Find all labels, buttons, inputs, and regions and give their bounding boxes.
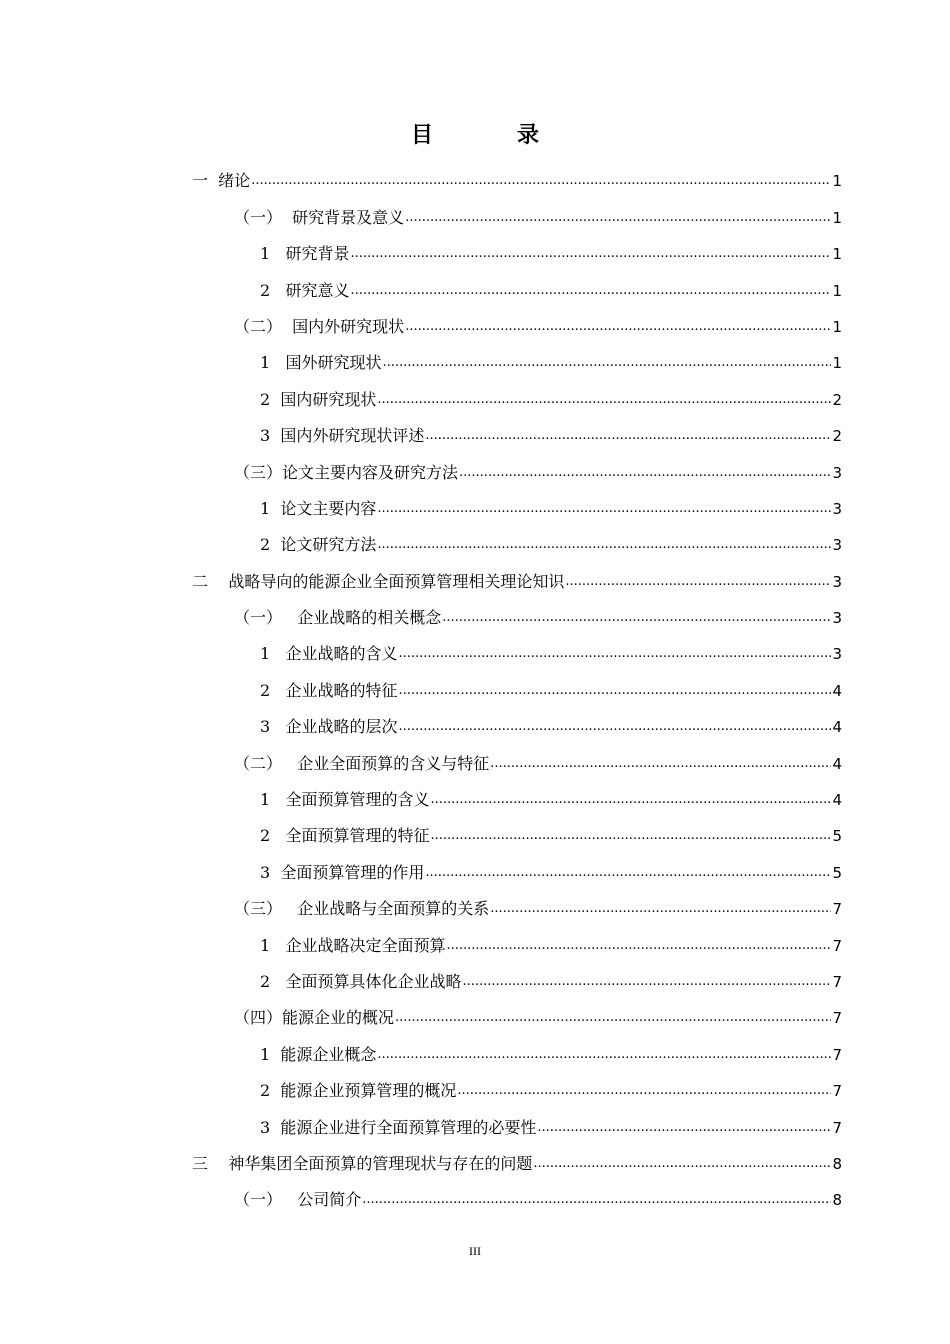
toc-entry-label: （一） 研究背景及意义 [234, 207, 405, 227]
toc-entry-label: 1 企业战略的含义 [260, 644, 398, 664]
dot-leader [350, 281, 831, 301]
toc-entry-page-number: 3 [832, 609, 842, 628]
dot-leader [398, 681, 831, 701]
toc-entry-label: 2 全面预算管理的特征 [260, 826, 430, 846]
toc-entry-page-number: 1 [832, 354, 842, 373]
toc-entry[interactable] [192, 810, 842, 846]
dot-leader [377, 390, 831, 410]
toc-entry-label: 3 全面预算管理的作用 [260, 862, 425, 882]
dot-leader [405, 208, 831, 228]
toc-entry-page-number: 2 [832, 390, 842, 409]
toc-entry-label: （三）论文主要内容及研究方法 [234, 462, 459, 482]
toc-entry[interactable] [192, 1138, 842, 1174]
dot-leader [462, 972, 831, 992]
dot-leader [395, 1008, 831, 1028]
toc-entry-label: （二） 国内外研究现状 [234, 316, 405, 336]
toc-entry-page-number: 4 [832, 754, 842, 773]
toc-entry[interactable] [192, 1174, 842, 1210]
toc-entry-page-number: 7 [832, 1082, 842, 1101]
toc-entry-page-number: 5 [832, 863, 842, 882]
dot-leader [446, 936, 831, 956]
toc-entry[interactable] [192, 956, 842, 992]
toc-entry[interactable] [192, 919, 842, 955]
dot-leader [490, 899, 831, 919]
toc-title-left: 目 [410, 122, 433, 148]
toc-entry-label: 2 全面预算具体化企业战略 [260, 971, 462, 991]
dot-leader [442, 608, 831, 628]
dot-leader [425, 426, 831, 446]
toc-entry-page-number: 3 [832, 645, 842, 664]
toc-entry-page-number: 3 [832, 572, 842, 591]
dot-leader [430, 826, 831, 846]
toc-entry-label: 3 国内外研究现状评述 [260, 426, 425, 446]
toc-entry[interactable] [192, 555, 842, 591]
dot-leader [362, 1190, 831, 1210]
toc-entry-page-number: 7 [832, 936, 842, 955]
toc-entry[interactable] [192, 592, 842, 628]
dot-leader [533, 1154, 831, 1174]
toc-entry-page-number: 7 [832, 1045, 842, 1064]
dot-leader [459, 463, 831, 483]
toc-entry-label: 2 企业战略的特征 [260, 680, 398, 700]
toc-entry-label: 2 国内研究现状 [260, 389, 377, 409]
toc-entry-page-number: 7 [832, 1009, 842, 1028]
dot-leader [382, 353, 831, 373]
toc-entry-label: （一） 企业战略的相关概念 [234, 608, 442, 628]
toc-title-right: 录 [517, 122, 540, 148]
toc-entry-page-number: 7 [832, 972, 842, 991]
toc-entry-label: 1 研究背景 [260, 244, 350, 264]
dot-leader [425, 863, 831, 883]
toc-entry[interactable] [192, 992, 842, 1028]
toc-entry-page-number: 1 [832, 172, 842, 191]
dot-leader [251, 171, 831, 191]
toc-entry-page-number: 3 [832, 463, 842, 482]
toc-entry-label: 1 能源企业概念 [260, 1044, 377, 1064]
dot-leader [377, 499, 831, 519]
toc-entry[interactable] [192, 701, 842, 737]
dot-leader [430, 790, 831, 810]
toc-entry-label: 2 研究意义 [260, 280, 350, 300]
toc-entry-page-number: 7 [832, 1118, 842, 1137]
toc-entry-page-number: 4 [832, 681, 842, 700]
toc-entry[interactable] [192, 883, 842, 919]
toc-entry-label: （一） 公司简介 [234, 1190, 362, 1210]
toc-entry-label: （四）能源企业的概况 [234, 1008, 395, 1028]
toc-entry[interactable] [192, 301, 842, 337]
toc-entry[interactable] [192, 483, 842, 519]
dot-leader [537, 1118, 831, 1138]
toc-entry[interactable] [192, 664, 842, 700]
toc-entry-page-number: 3 [832, 499, 842, 518]
dot-leader [398, 644, 831, 664]
dot-leader [350, 244, 831, 264]
toc-title [0, 118, 950, 149]
toc-entry-page-number: 5 [832, 827, 842, 846]
toc-entry-page-number: 8 [832, 1154, 842, 1173]
toc-entry-label: 1 企业战略决定全面预算 [260, 935, 446, 955]
toc-entry[interactable] [192, 410, 842, 446]
toc-entry-label: 2 能源企业预算管理的概况 [260, 1081, 457, 1101]
toc-entry-page-number: 2 [832, 427, 842, 446]
toc-entry-label: 2 论文研究方法 [260, 535, 377, 555]
dot-leader [565, 572, 831, 592]
dot-leader [405, 317, 831, 337]
toc-entry[interactable] [192, 264, 842, 300]
toc-entry-page-number: 4 [832, 791, 842, 810]
toc-entry[interactable] [192, 846, 842, 882]
dot-leader [490, 754, 831, 774]
toc-entry[interactable] [192, 373, 842, 409]
page-footer-number: III [469, 1244, 481, 1258]
toc-entry[interactable] [192, 155, 842, 191]
dot-leader [377, 535, 831, 555]
toc-entry-label: 3 能源企业进行全面预算管理的必要性 [260, 1117, 537, 1137]
dot-leader [398, 717, 831, 737]
toc-entry-page-number: 8 [832, 1191, 842, 1210]
toc-entry[interactable] [192, 1065, 842, 1101]
toc-entry-label: （二） 企业全面预算的含义与特征 [234, 753, 490, 773]
toc-entry-label: 一 绪论 [192, 171, 251, 191]
toc-entry-page-number: 7 [832, 900, 842, 919]
toc-entry-page-number: 1 [832, 281, 842, 300]
toc-entry[interactable] [192, 337, 842, 373]
toc-entry-label: 3 企业战略的层次 [260, 717, 398, 737]
dot-leader [457, 1081, 831, 1101]
toc-entry[interactable] [192, 1101, 842, 1137]
toc-entry-label: 1 全面预算管理的含义 [260, 790, 430, 810]
toc-entry-page-number: 1 [832, 208, 842, 227]
toc-entry-label: 1 国外研究现状 [260, 353, 382, 373]
toc-entry[interactable] [192, 519, 842, 555]
toc-entry-label: 二 战略导向的能源企业全面预算管理相关理论知识 [192, 571, 565, 591]
toc-entry-label: 1 论文主要内容 [260, 498, 377, 518]
toc-entry[interactable] [192, 1028, 842, 1064]
toc-entry-page-number: 3 [832, 536, 842, 555]
toc-entry-label: 三 神华集团全面预算的管理现状与存在的问题 [192, 1153, 533, 1173]
toc-entry[interactable] [192, 446, 842, 482]
dot-leader [377, 1045, 831, 1065]
toc-entry[interactable] [192, 774, 842, 810]
toc-entry-page-number: 1 [832, 245, 842, 264]
toc-entry[interactable] [192, 628, 842, 664]
toc-entry-page-number: 4 [832, 718, 842, 737]
table-of-contents [192, 155, 842, 1210]
toc-entry[interactable] [192, 191, 842, 227]
toc-entry-label: （三） 企业战略与全面预算的关系 [234, 899, 490, 919]
toc-entry[interactable] [192, 737, 842, 773]
toc-entry[interactable] [192, 228, 842, 264]
toc-entry-page-number: 1 [832, 317, 842, 336]
